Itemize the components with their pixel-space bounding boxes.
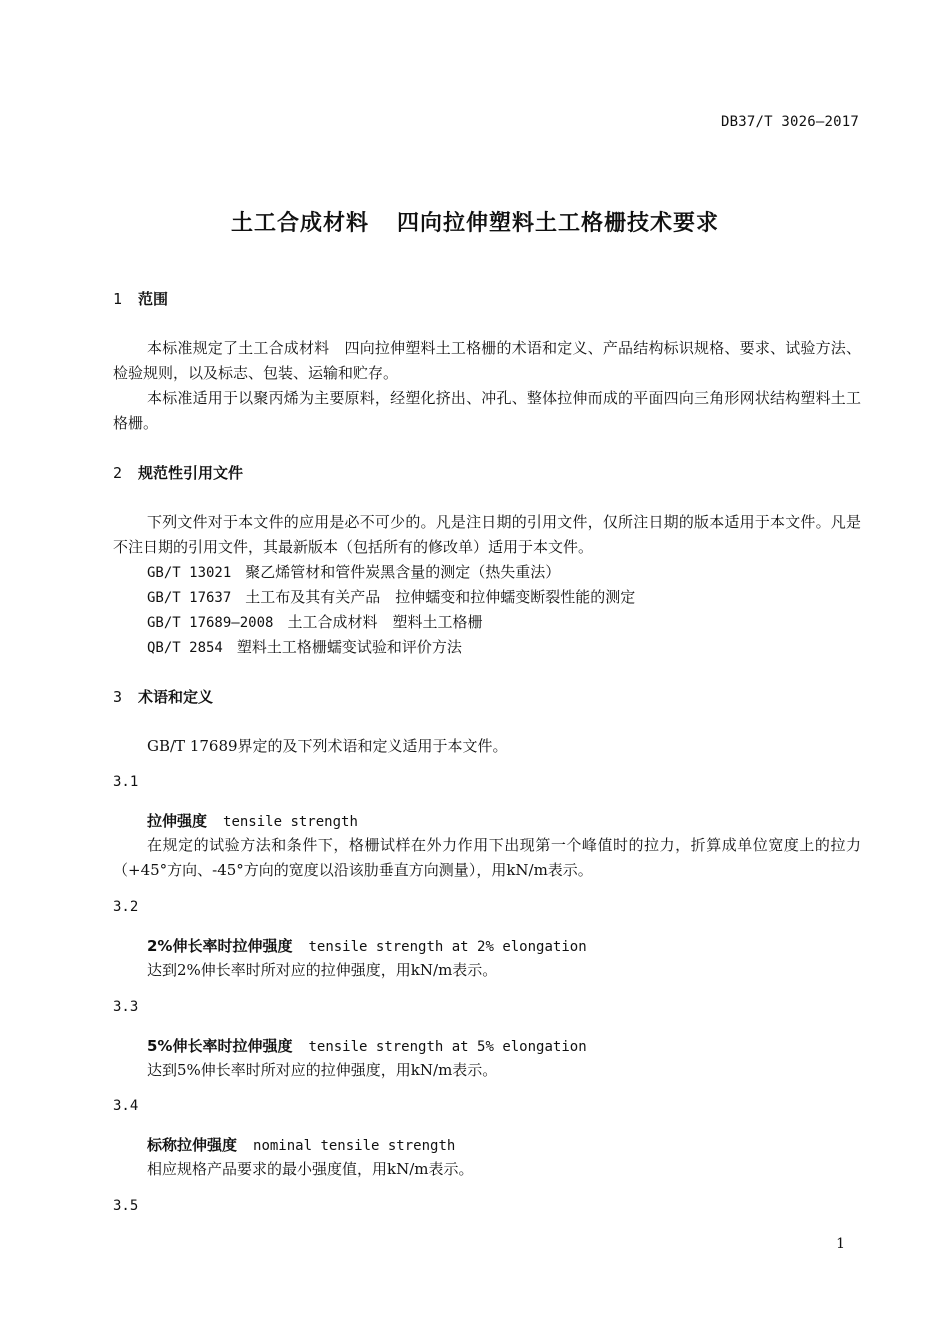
term-zh: 2%伸长率时拉伸强度 bbox=[147, 937, 293, 955]
section-title: 术语和定义 bbox=[138, 688, 214, 706]
reference-code: GB/T 17689—2008 bbox=[147, 615, 274, 631]
reference-title: 土工布及其有关产品 拉伸蠕变和拉伸蠕变断裂性能的测定 bbox=[245, 588, 636, 606]
term-definition: 相应规格产品要求的最小强度值，用kN/m表示。 bbox=[147, 1160, 474, 1178]
section-number: 2 bbox=[113, 464, 123, 482]
reference-code: GB/T 13021 bbox=[147, 565, 232, 581]
term-number: 3.3 bbox=[113, 999, 139, 1015]
paragraph: GB/T 17689界定的及下列术语和定义适用于本文件。 bbox=[147, 737, 508, 755]
reference-item bbox=[147, 636, 462, 657]
reference-item bbox=[147, 611, 482, 632]
document-code: DB37/T 3026—2017 bbox=[720, 114, 859, 130]
section-heading-1 bbox=[113, 288, 168, 309]
term-number: 3.5 bbox=[113, 1198, 139, 1214]
reference-title: 塑料土工格栅蠕变试验和评价方法 bbox=[236, 638, 462, 656]
term-zh: 标称拉伸强度 bbox=[147, 1136, 238, 1154]
title-part2: 四向拉伸塑料土工格栅技术要求 bbox=[397, 211, 720, 236]
reference-item bbox=[147, 586, 635, 607]
reference-code: GB/T 17637 bbox=[147, 590, 232, 606]
term-heading bbox=[147, 1035, 587, 1056]
paragraph: 本标准适用于以聚丙烯为主要原料，经塑化挤出、冲孔、整体拉伸而成的平面四向三角形网状结构塑料土工格栅。 bbox=[113, 389, 861, 432]
reference-item bbox=[147, 561, 560, 582]
term-definition: 达到5%伸长率时所对应的拉伸强度，用kN/m表示。 bbox=[147, 1061, 498, 1079]
reference-title: 土工合成材料 塑料土工格栅 bbox=[287, 613, 483, 631]
reference-code: QB/T 2854 bbox=[147, 640, 223, 656]
document-title bbox=[0, 206, 950, 237]
section-number: 1 bbox=[113, 290, 123, 308]
term-zh: 5%伸长率时拉伸强度 bbox=[147, 1037, 293, 1055]
section-title: 范围 bbox=[138, 290, 169, 308]
section-heading-3 bbox=[113, 686, 213, 707]
term-en: nominal tensile strength bbox=[253, 1138, 456, 1154]
term-zh: 拉伸强度 bbox=[147, 812, 208, 830]
term-en: tensile strength bbox=[223, 814, 358, 830]
term-en: tensile strength at 5% elongation bbox=[308, 1039, 587, 1055]
reference-title: 聚乙烯管材和管件炭黑含量的测定（热失重法） bbox=[245, 563, 561, 581]
paragraph: 下列文件对于本文件的应用是必不可少的。凡是注日期的引用文件，仅所注日期的版本适用于本文件。凡是不注日期的引用文件，其最新版本（包括所有的修改单）适用于本文件。 bbox=[113, 513, 861, 556]
title-part1: 土工合成材料 bbox=[230, 211, 369, 236]
term-heading bbox=[147, 1134, 455, 1155]
page-number: 1 bbox=[836, 1236, 845, 1252]
section-number: 3 bbox=[113, 688, 123, 706]
term-definition: 达到2%伸长率时所对应的拉伸强度，用kN/m表示。 bbox=[147, 961, 498, 979]
section-heading-2 bbox=[113, 462, 243, 483]
term-number: 3.1 bbox=[113, 774, 139, 790]
term-en: tensile strength at 2% elongation bbox=[308, 939, 587, 955]
term-number: 3.4 bbox=[113, 1098, 139, 1114]
section-title: 规范性引用文件 bbox=[138, 464, 244, 482]
term-number: 3.2 bbox=[113, 899, 139, 915]
paragraph: 本标准规定了土工合成材料 四向拉伸塑料土工格栅的术语和定义、产品结构标识规格、要求、试验方法、检验规则，以及标志、包装、运输和贮存。 bbox=[113, 339, 861, 382]
term-heading bbox=[147, 935, 587, 956]
term-heading bbox=[147, 810, 358, 831]
term-definition: 在规定的试验方法和条件下，格栅试样在外力作用下出现第一个峰值时的拉力，折算成单位宽度上的拉力（+45°方向、-45°方向的宽度以沿该肋垂直方向测量），用kN/m表示。 bbox=[113, 836, 861, 879]
